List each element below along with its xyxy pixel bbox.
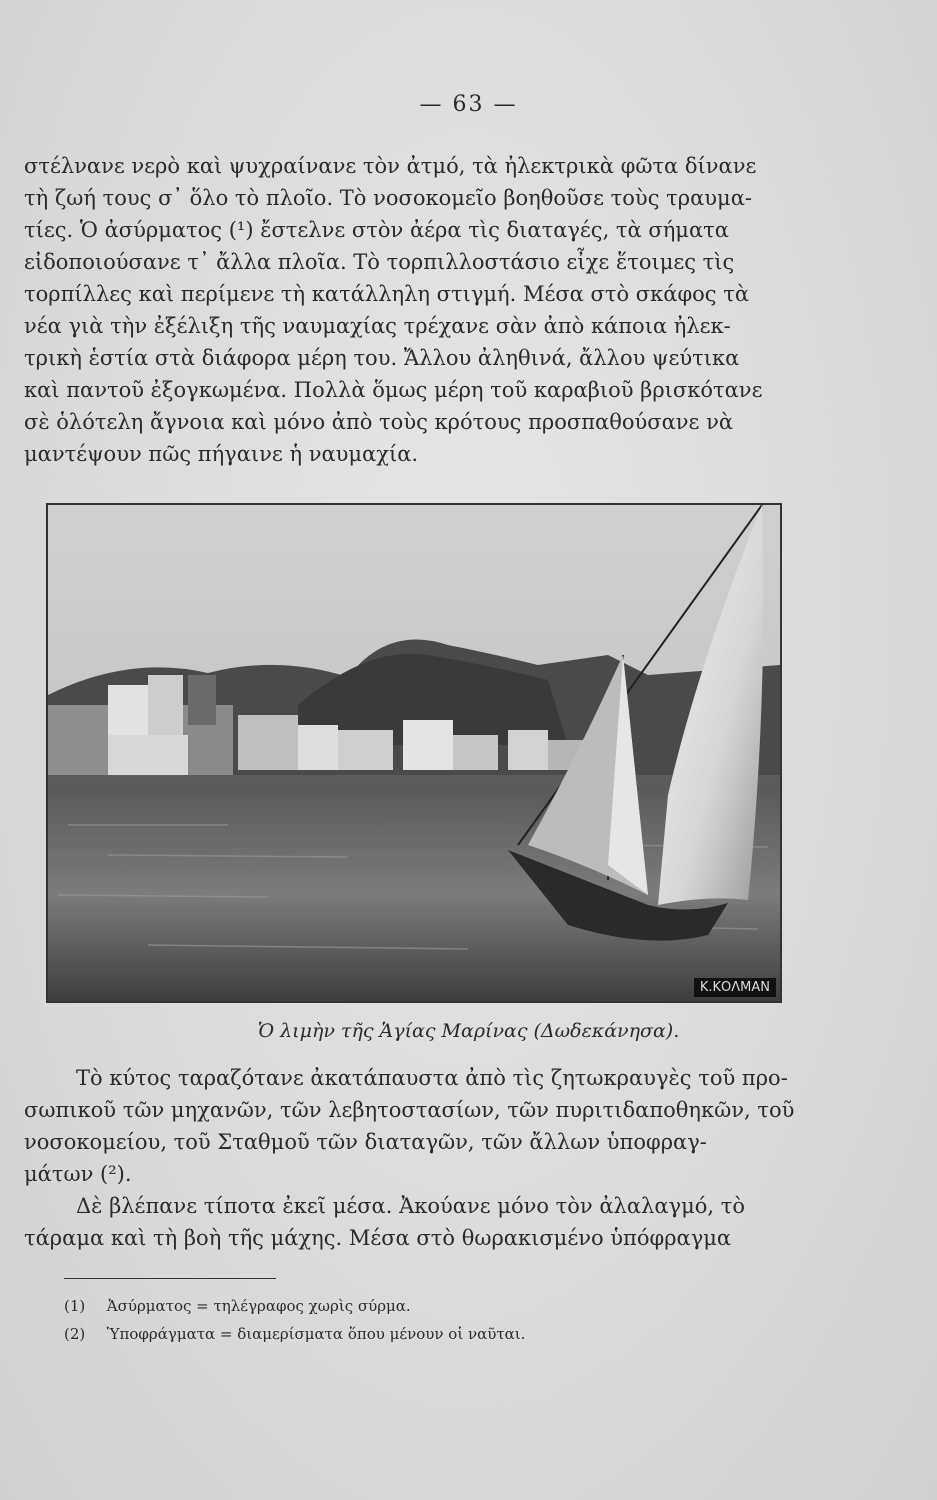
text-line: Τὸ κύτος ταραζότανε ἀκατάπαυστα ἀπὸ τὶς ζητωκραυγὲς τοῦ προ- bbox=[76, 1066, 788, 1090]
footnote-mark: (1) bbox=[64, 1297, 86, 1315]
text-line: Δὲ βλέπανε τίποτα ἐκεῖ μέσα. Ἀκούανε μόνο τὸν ἀλαλαγμό, τὸ bbox=[76, 1194, 745, 1218]
text-line: μάτων (²). bbox=[24, 1162, 132, 1186]
footnote-text: Ὑποφράγματα = διαμερίσματα ὅπου μένουν οἱ ναῦται. bbox=[106, 1325, 526, 1343]
text-line: τίες. Ὁ ἀσύρματος (¹) ἔστελνε στὸν ἀέρα τὶς διαταγές, τὰ σήματα bbox=[24, 218, 729, 242]
text-line: σωπικοῦ τῶν μηχανῶν, τῶν λεβητοστασίων, τῶν πυριτιδαποθηκῶν, τοῦ bbox=[24, 1098, 794, 1122]
text-line: τρικὴ ἑστία στὰ διάφορα μέρη του. Ἄλλου ἀληθινά, ἄλλου ψεύτικα bbox=[24, 346, 740, 370]
photo-credit: Κ.ΚΟΛΜΑΝ bbox=[694, 978, 776, 997]
footnote-divider bbox=[64, 1278, 276, 1279]
page-number: — 63 — bbox=[419, 92, 518, 117]
text-line: στέλνανε νερὸ καὶ ψυχραίνανε τὸν ἀτμό, τὰ ἠλεκτρικὰ φῶτα δίνανε bbox=[24, 154, 757, 178]
text-line: τορπίλλες καὶ περίμενε τὴ κατάλληλη στιγμή. Μέσα στὸ σκάφος τὰ bbox=[24, 282, 750, 306]
text-line: νέα γιὰ τὴν ἐξέλιξη τῆς ναυμαχίας τρέχανε σὰν ἀπὸ κάποια ἠλεκ- bbox=[24, 314, 731, 338]
paragraph-1 bbox=[24, 150, 794, 470]
footnote-1 bbox=[64, 1292, 764, 1320]
text-line: μαντέψουν πῶς πήγαινε ἡ ναυμαχία. bbox=[24, 442, 419, 466]
text-line: νοσοκομείου, τοῦ Σταθμοῦ τῶν διαταγῶν, τῶν ἄλλων ὑποφραγ- bbox=[24, 1130, 707, 1154]
footnote-text: Ἀσύρματος = τηλέγραφος χωρὶς σύρμα. bbox=[106, 1297, 411, 1315]
text-line: τὴ ζωή τους σ᾿ ὅλο τὸ πλοῖο. Τὸ νοσοκομεῖο βοηθοῦσε τοὺς τραυμα- bbox=[24, 186, 752, 210]
text-line: τάραμα καὶ τὴ βοὴ τῆς μάχης. Μέσα στὸ θωρακισμένο ὑπόφραγμα bbox=[24, 1226, 732, 1250]
photo-caption: Ὁ λιμὴν τῆς Ἁγίας Μαρίνας (Δωδεκάνησα). bbox=[257, 1020, 680, 1042]
harbor-photograph bbox=[46, 503, 782, 1003]
footnote-mark: (2) bbox=[64, 1325, 86, 1343]
paragraph-2 bbox=[24, 1062, 794, 1254]
footnote-2 bbox=[64, 1320, 764, 1348]
text-line: εἰδοποιούσανε τ᾿ ἄλλα πλοῖα. Τὸ τορπιλλοστάσιο εἶχε ἕτοιμες τὶς bbox=[24, 250, 735, 274]
text-line: καὶ παντοῦ ἐξογκωμένα. Πολλὰ ὅμως μέρη τοῦ καραβιοῦ βρισκότανε bbox=[24, 378, 763, 402]
text-line: σὲ ὁλότελη ἄγνοια καὶ μόνο ἀπὸ τοὺς κρότους προσπαθούσανε νὰ bbox=[24, 410, 734, 434]
footnotes bbox=[64, 1292, 764, 1348]
